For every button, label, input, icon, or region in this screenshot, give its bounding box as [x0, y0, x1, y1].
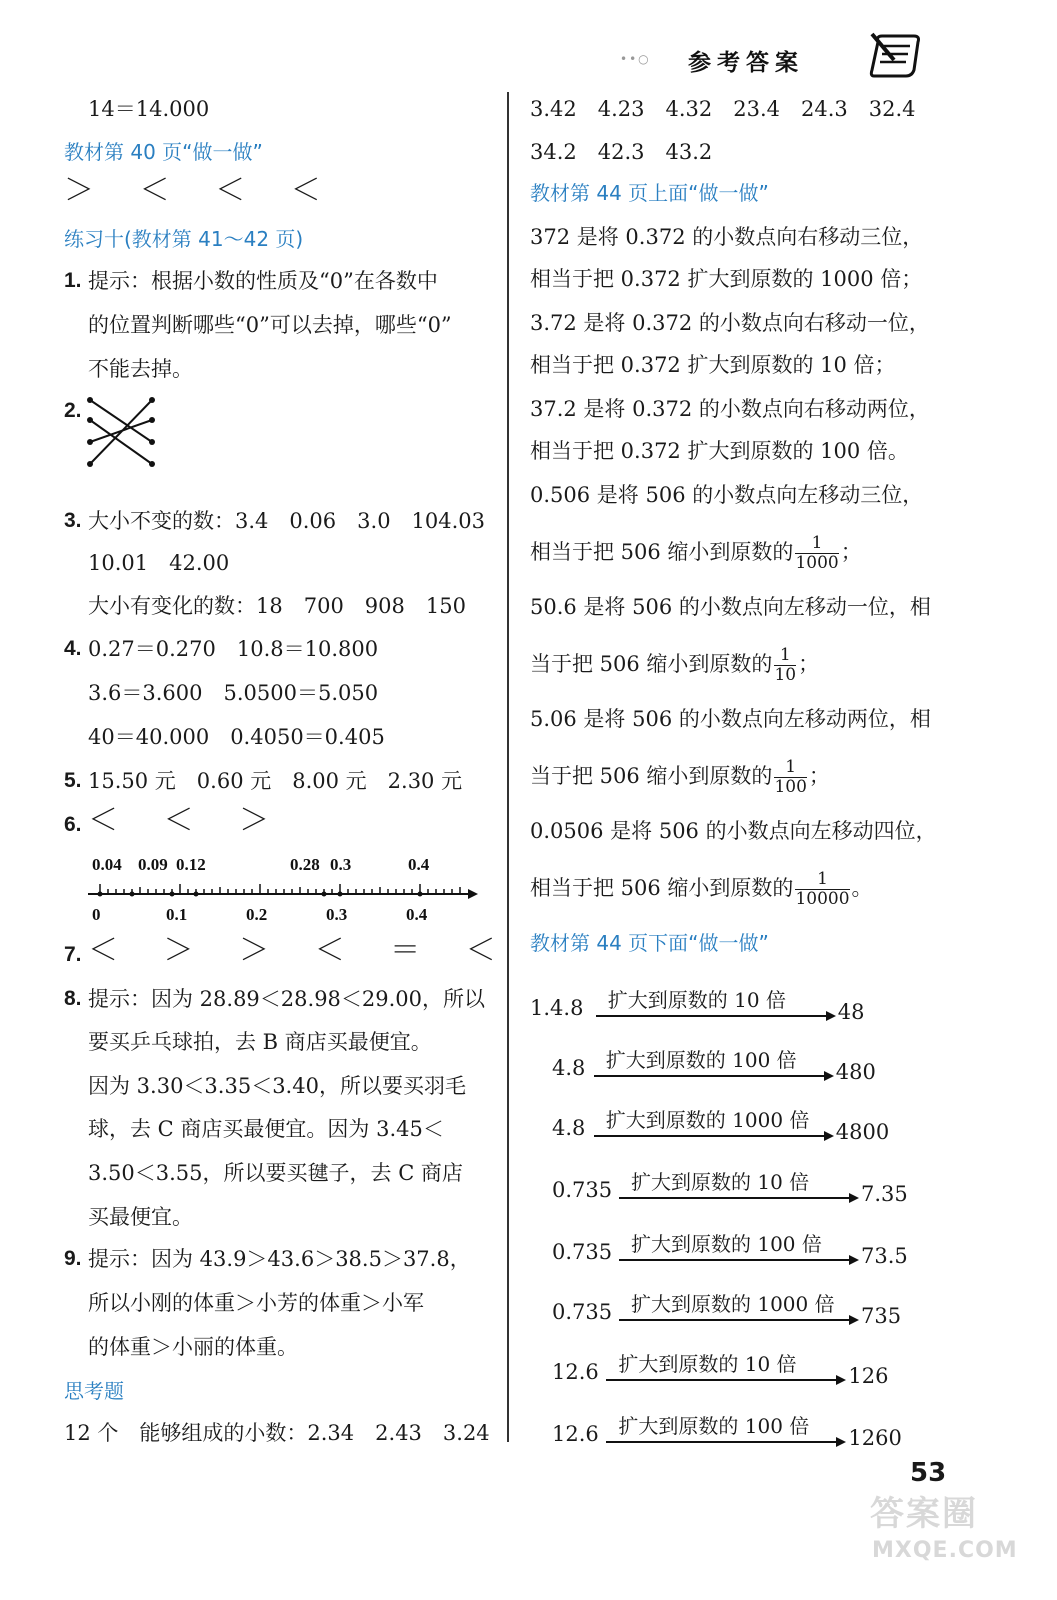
line-with-fraction: 当于把 506 缩小到原数的 $\frac{1}{10}$ ；: [530, 645, 820, 685]
line: 要买乒乓球拍，去 B 商店买最便宜。: [88, 1030, 432, 1054]
watermark-url: MXQE.COM: [872, 1538, 1018, 1563]
arrow-from: 0.735: [552, 1240, 613, 1264]
question-number: 8.: [64, 987, 82, 1010]
line-with-fraction: 相当于把 506 缩小到原数的 $\frac{1}{10000}$ 。: [530, 869, 873, 909]
line: 相当于把 0.372 扩大到原数的 1000 倍；: [530, 267, 923, 291]
section-heading: 教材第 44 页上面“做一做”: [530, 181, 769, 205]
line: 大小有变化的数：18 700 908 150: [88, 594, 466, 618]
scroll-pen-icon: [868, 30, 924, 80]
question-number: 3.: [64, 509, 82, 532]
arrow-to: 48: [837, 1000, 865, 1024]
line: 提示：根据小数的性质及“0”在各数中: [88, 269, 438, 293]
line: 10.01 42.00: [88, 551, 230, 575]
symbols: ＞ ＜ ＜ ＜: [64, 173, 339, 208]
arrow-row: [552, 1360, 599, 1384]
column-divider: [507, 92, 509, 1442]
symbols: ＜ ＞ ＞ ＜ ＝ ＜: [88, 933, 514, 968]
line: 50.6 是将 506 的小数点向左移动一位，相: [530, 595, 931, 619]
nl-bottom-label: 0.3: [326, 905, 348, 924]
nl-top-label: 0.09: [138, 855, 168, 874]
arrow-to: 73.5: [861, 1244, 908, 1268]
arrow-to: 4800: [835, 1120, 890, 1144]
arrow-label: 扩大到原数的 10 倍: [607, 988, 786, 1012]
number-line: [80, 850, 480, 930]
arrow-to: 126: [848, 1364, 889, 1388]
arrow-prefix: 1.: [530, 996, 551, 1020]
nl-top-label: 0.12: [176, 855, 206, 874]
line: 12 个 能够组成的小数：2.34 2.43 3.24: [64, 1421, 490, 1445]
line: 15.50 元 0.60 元 8.00 元 2.30 元: [88, 769, 463, 793]
line: 0.27＝0.270 10.8＝10.800: [88, 637, 379, 661]
nl-top-label: 0.28: [290, 855, 320, 874]
arrow-from: 4.8: [552, 1116, 586, 1140]
arrow-label: 扩大到原数的 100 倍: [605, 1048, 797, 1072]
question-number: 9.: [64, 1247, 82, 1270]
line: 所以小刚的体重＞小芳的体重＞小军: [88, 1291, 424, 1315]
arrow-label: 扩大到原数的 10 倍: [631, 1170, 810, 1194]
line: 相当于把 0.372 扩大到原数的 10 倍；: [530, 353, 896, 377]
arrow-to: 7.35: [861, 1182, 908, 1206]
line: 0.506 是将 506 的小数点向左移动三位，: [530, 483, 924, 507]
arrow-from: 12.6: [552, 1422, 599, 1446]
arrow-to: 735: [861, 1304, 902, 1328]
line: 的位置判断哪些“0”可以去掉，哪些“0”: [88, 313, 452, 337]
fraction: $\frac{1}{10}$: [774, 645, 797, 685]
fraction: $\frac{1}{1000}$: [795, 533, 839, 573]
fraction: $\frac{1}{100}$: [774, 757, 807, 797]
question-number: 4.: [64, 637, 82, 660]
question-number: 2.: [64, 399, 82, 422]
line: 的体重＞小丽的体重。: [88, 1335, 298, 1359]
arrow-to: 1260: [848, 1426, 902, 1450]
line: 34.2 42.3 43.2: [530, 140, 713, 164]
nl-bottom-label: 0: [92, 905, 101, 924]
arrow-row: [530, 996, 583, 1020]
arrow-row: [552, 1178, 612, 1202]
question-number: 6.: [64, 813, 82, 836]
line: 372 是将 0.372 的小数点向右移动三位，: [530, 225, 924, 249]
section-heading: 教材第 40 页“做一做”: [64, 140, 263, 164]
line: 40＝40.000 0.4050＝0.405: [88, 725, 385, 749]
arrow-row: [552, 1240, 612, 1264]
fraction: $\frac{1}{10000}$: [795, 869, 850, 909]
nl-top-label: 0.3: [330, 855, 352, 874]
arrow-from: 12.6: [552, 1360, 599, 1384]
question-number: 1.: [64, 269, 82, 292]
arrow-row: [552, 1422, 599, 1446]
header-dots: ••○: [620, 52, 651, 66]
line: 提示：因为 28.89＜28.98＜29.00，所以: [88, 987, 486, 1011]
arrow-label: 扩大到原数的 1000 倍: [631, 1292, 835, 1316]
watermark: 答案圈: [870, 1494, 978, 1534]
question-number: 7.: [64, 943, 82, 966]
line-with-fraction: 相当于把 506 缩小到原数的 $\frac{1}{1000}$ ；: [530, 533, 862, 573]
arrow-from: 0.735: [552, 1178, 613, 1202]
page-number: 53: [910, 1458, 947, 1488]
line: 球，去 C 商店买最便宜。因为 3.45＜: [88, 1117, 444, 1141]
line: 大小不变的数：3.4 0.06 3.0 104.03: [88, 509, 486, 533]
header-title: 参考答案: [688, 50, 804, 76]
line: 相当于把 0.372 扩大到原数的 100 倍。: [530, 439, 909, 463]
line: 提示：因为 43.9＞43.6＞38.5＞37.8，: [88, 1247, 471, 1271]
line: 3.50＜3.55，所以要买毽子，去 C 商店: [88, 1161, 463, 1185]
line: 5.06 是将 506 的小数点向左移动两位，相: [530, 707, 931, 731]
nl-top-label: 0.4: [408, 855, 430, 874]
line: 买最便宜。: [88, 1205, 193, 1229]
line: 14＝14.000: [88, 97, 210, 121]
arrow-to: 480: [835, 1060, 876, 1084]
arrow-row: [552, 1116, 585, 1140]
arrow-label: 扩大到原数的 100 倍: [618, 1414, 810, 1438]
matching-diagram: [82, 394, 162, 470]
line: 3.6＝3.600 5.0500＝5.050: [88, 681, 379, 705]
line: 37.2 是将 0.372 的小数点向右移动两位，: [530, 397, 930, 421]
arrow-label: 扩大到原数的 100 倍: [631, 1232, 822, 1256]
text: 相当于把 506 缩小到原数的: [530, 540, 794, 564]
line: 0.0506 是将 506 的小数点向左移动四位，: [530, 819, 937, 843]
line-with-fraction: 当于把 506 缩小到原数的 $\frac{1}{100}$ ；: [530, 757, 830, 797]
arrow-from: 4.8: [550, 996, 584, 1020]
arrow-from: 0.735: [552, 1300, 613, 1324]
section-heading: 思考题: [64, 1379, 124, 1403]
nl-bottom-label: 0.4: [406, 905, 428, 924]
line: 不能去掉。: [88, 357, 193, 381]
nl-top-label: 0.04: [92, 855, 122, 874]
arrow-row: [552, 1300, 612, 1324]
section-heading: 教材第 44 页下面“做一做”: [530, 931, 769, 955]
line: 3.72 是将 0.372 的小数点向右移动一位，: [530, 311, 930, 335]
section-heading: 练习十(教材第 41～42 页): [64, 227, 304, 251]
arrow-label: 扩大到原数的 1000 倍: [605, 1108, 810, 1132]
nl-bottom-label: 0.1: [166, 905, 188, 924]
arrow-from: 4.8: [552, 1056, 586, 1080]
question-number: 5.: [64, 769, 82, 792]
arrow-row: [552, 1056, 585, 1080]
arrow-label: 扩大到原数的 10 倍: [618, 1352, 797, 1376]
nl-bottom-label: 0.2: [246, 905, 268, 924]
symbols: ＜ ＜ ＞: [88, 803, 288, 838]
line: 因为 3.30＜3.35＜3.40，所以要买羽毛: [88, 1074, 466, 1098]
line: 3.42 4.23 4.32 23.4 24.3 32.4: [530, 97, 916, 121]
